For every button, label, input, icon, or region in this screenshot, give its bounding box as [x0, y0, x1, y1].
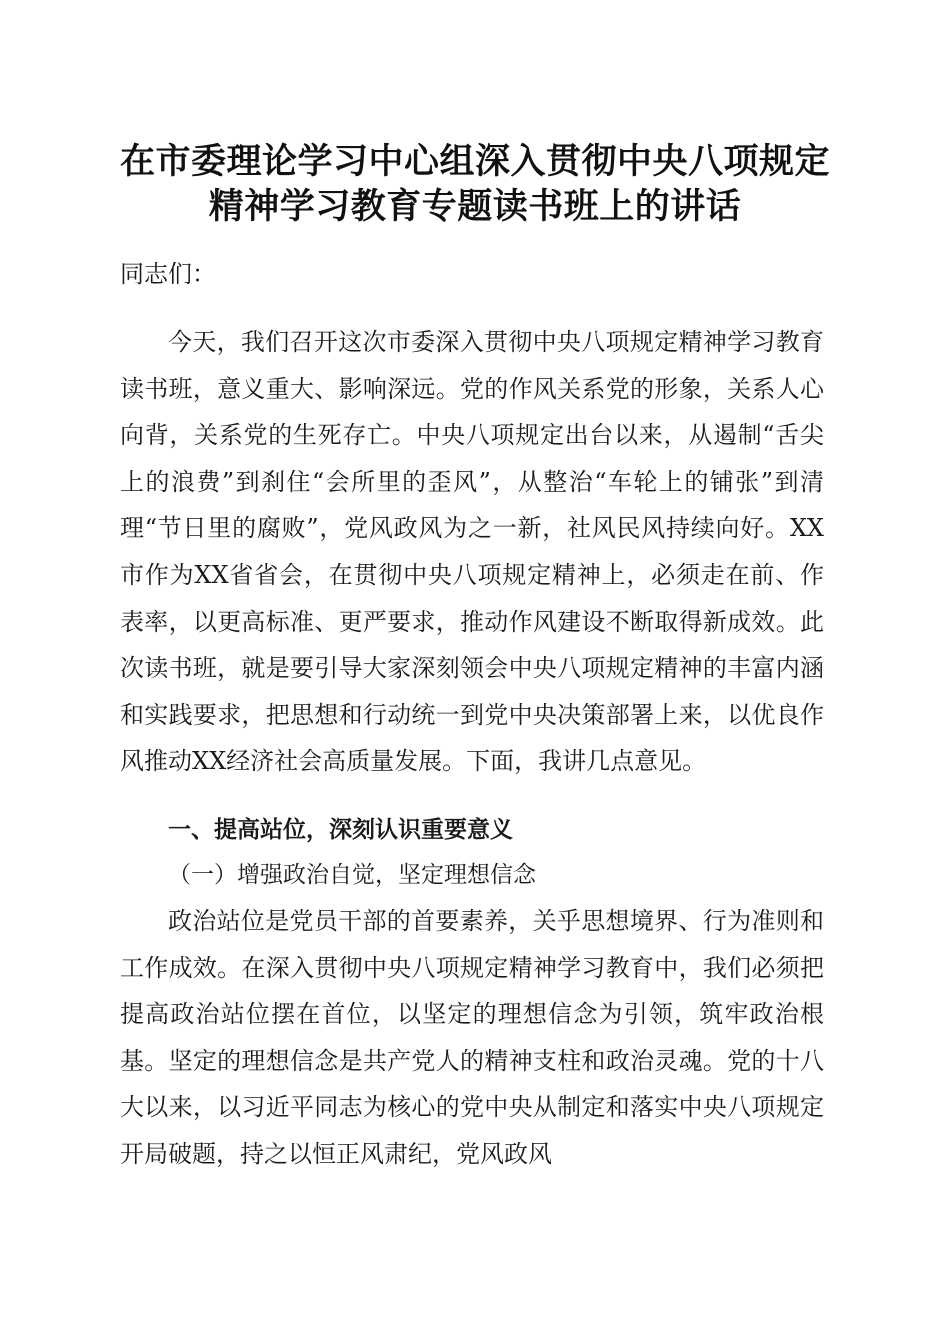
- paragraph-opening: 今天，我们召开这次市委深入贯彻中央八项规定精神学习教育读书班，意义重大、影响深远。党的作风关系党的形象，关系人心向背，关系党的生死存亡。中央八项规定出台以来，从遏制“舌尖上的浪费”到刹住“会所里的歪风”，从整治“车轮上的铺张”到清理“节日里的腐败”，党风政风为之一新，社风民风持续向好。XX市作为XX省省会，在贯彻中央八项规定精神上，必须走在前、作表率，以更高标准、更严要求，推动作风建设不断取得新成效。此次读书班，就是要引导大家深刻领会中央八项规定精神的丰富内涵和实践要求，把思想和行动统一到党中央决策部署上来，以优良作风推动XX经济社会高质量发展。下面，我讲几点意见。: [120, 328, 824, 776]
- document-title-line-2: 精神学习教育专题读书班上的讲话: [208, 186, 742, 227]
- paragraph-political-stance: 政治站位是党员干部的首要素养，关乎思想境界、行为准则和工作成效。在深入贯彻中央八项规定精神学习教育中，我们必须把提高政治站位摆在首位，以坚定的理想信念为引领，筑牢政治根基。坚定的理想信念是共产党人的精神支柱和政治灵魂。党的十八大以来，以习近平同志为核心的党中央从制定和落实中央八项规定开局破题，持之以恒正风肃纪，党风政风: [120, 907, 824, 1168]
- subsection-heading-1: （一）增强政治自觉，坚定理想信念: [168, 862, 536, 888]
- section-heading-1: 一、提高站位，深刻认识重要意义: [168, 817, 513, 843]
- salutation: 同志们：: [120, 260, 216, 288]
- document-title-line-1: 在市委理论学习中心组深入贯彻中央八项规定: [119, 141, 830, 182]
